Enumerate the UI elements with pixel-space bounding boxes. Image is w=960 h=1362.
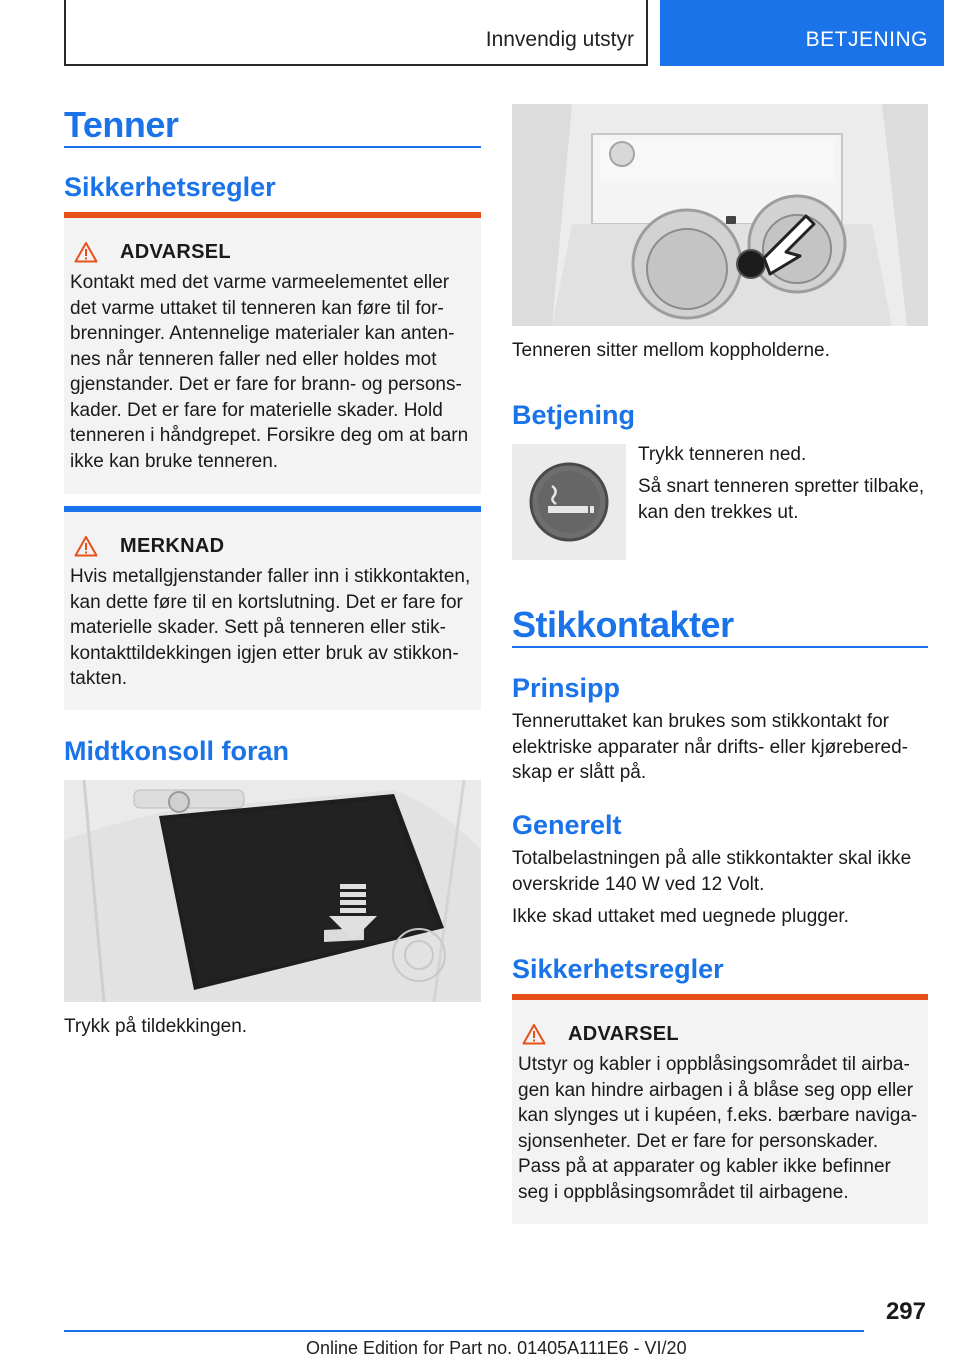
note-box [64, 506, 481, 710]
safety-heading: Sikkerhetsregler [64, 172, 276, 202]
warning-label-2: ADVARSEL [568, 1022, 679, 1045]
footer-edition: Online Edition for Part no. 01405A111E6 - VI/20 [306, 1338, 687, 1358]
header-section-tab [64, 0, 648, 66]
page-number: 297 [885, 1298, 926, 1325]
note-label: MERKNAD [120, 534, 225, 557]
cupholder-photo [512, 104, 928, 326]
warning-label: ADVARSEL [120, 240, 231, 263]
title-rule [64, 146, 481, 148]
warning-triangle-icon [74, 241, 98, 263]
stikk-rule [512, 646, 928, 648]
warning-text: Kontakt med det varme varmeelementet eller det varme uttaket til tenneren kan føre til forbrenninger. Antennelige materialer kan antennes når tenneren faller ned eller holdes mot gjenstander. Det er fare for brann- og personskader. Det er fare for materielle skader. Hold tenneren i håndgrepet. Forsikre deg om at barn ikke kan bruke tenneren. [70, 272, 469, 472]
midtkonsoll-caption: Trykk på tildekkingen. [64, 1016, 248, 1037]
warning-text-2: Utstyr og kabler i oppblåsingsområdet til airbagen kan hindre airbagen i å blåse seg opp eller kan slynges ut i kupéen, f.eks. bærbare navigasjonsenheter. Det er fare for personskader. Pass på at apparater og kabler ikke befinner seg i oppblåsingsområdet til airbagene. [518, 1054, 918, 1203]
warning-triangle-icon [74, 535, 98, 557]
generelt-text-1: Totalbelastningen på alle stikkontakter skal ikke overskride 140 W ved 12 Volt. [512, 848, 912, 895]
warning-triangle-icon [522, 1023, 546, 1045]
prinsipp-heading: Prinsipp [512, 673, 621, 703]
betjening-heading: Betjening [512, 400, 636, 430]
prinsipp-text: Tenneruttaket kan brukes som stikkontakt for elektriske apparater når drifts- eller kjøreberedskap er slått på. [512, 711, 908, 783]
page-title: Tenner [64, 104, 179, 145]
footer-rule [64, 1330, 864, 1332]
note-text: Hvis metallgjenstander faller inn i stikkontakten, kan dette føre til en kortslutning. Det er fare for materielle skader. Sett på tenneren eller stikkontakttildekkingen igjen etter bruk av stikkontakten. [70, 566, 471, 689]
stikk-title: Stikkontakter [512, 604, 734, 645]
betjening-step-2: Så snart tenneren spretter tilbake, kan den trekkes ut. [638, 476, 925, 523]
warning-box-2 [512, 994, 928, 1224]
cupholder-caption: Tenneren sitter mellom koppholderne. [512, 340, 830, 361]
header-chapter-label: BETJENING [805, 28, 928, 51]
warning-box [64, 212, 481, 494]
header-chapter-tab [660, 0, 944, 66]
midtkonsoll-heading: Midtkonsoll foran [64, 736, 289, 766]
console-cover-photo [64, 780, 481, 1002]
betjening-step-1: Trykk tenneren ned. [638, 444, 807, 465]
header-section-label: Innvendig utstyr [485, 28, 634, 51]
safety-heading-2: Sikkerhetsregler [512, 954, 724, 984]
lighter-button-photo [512, 444, 626, 560]
generelt-heading: Generelt [512, 810, 622, 840]
generelt-text-2: Ikke skad uttaket med uegnede plugger. [512, 906, 849, 927]
